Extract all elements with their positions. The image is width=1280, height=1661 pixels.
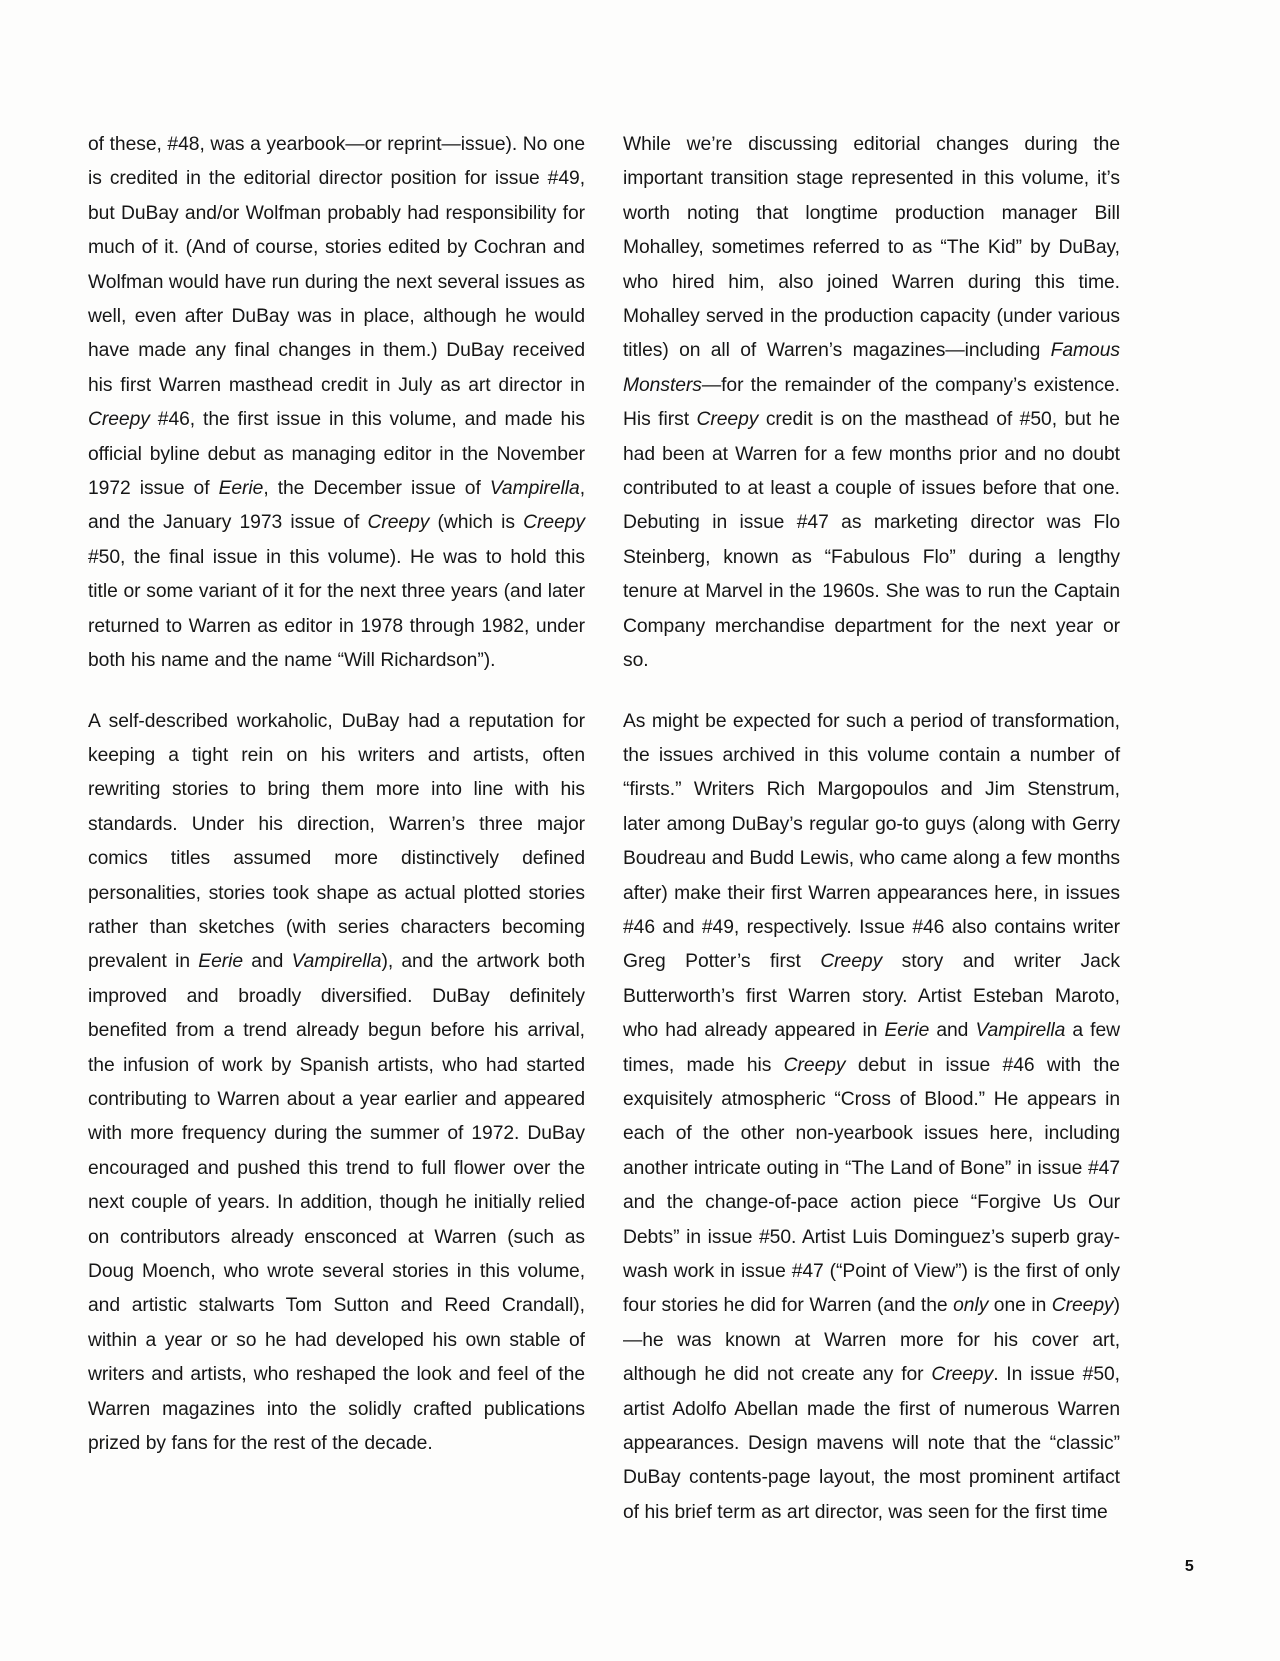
text-run: debut in issue #46 with the exquisitely atmospheric “Cross of Blood.” He appears in each of the other non-yearbook issues here, including another intricate outing in “The Land of Bone” in issue #47 and the change-of-pace action piece “Forgive Us Our Debts” in issue #50. Artist Luis Dominguez’s superb gray-wash work in issue #47 (“Point of View”) is the first of only four stories he did for Warren (and the xyxy=(623,1054,1120,1317)
text-run: )—he was known at Warren more for his cover art, although he did not create any for xyxy=(623,1295,1120,1386)
text-run: (which is xyxy=(429,512,524,534)
italic-title: Creepy xyxy=(367,512,430,534)
italic-title: Creepy xyxy=(931,1364,994,1386)
italic-title: Creepy xyxy=(783,1054,846,1076)
body-paragraph xyxy=(623,705,1120,1531)
italic-title: Eerie xyxy=(884,1020,930,1042)
text-run: As might be expected for such a period of transformation, the issues archived in this volume contain a number of “firsts.” Writers Rich Margopoulos and Jim Stenstrum, later among DuBay’s regular go-to guys (along with Gerry Boudreau and Budd Lewis, who came along a few months after) make their first Warren appearances here, in issues #46 and #49, respectively. Issue #46 also contains writer Greg Potter’s first xyxy=(623,710,1120,973)
left-column xyxy=(88,128,585,1461)
text-run: one in xyxy=(988,1295,1052,1317)
text-run: ), and the artwork both improved and broadly diversified. DuBay definitely benefited from a trend already begun before his arrival, the infusion of work by Spanish artists, who had started contributing to Warren about a year earlier and appeared with more frequency during the summer of 1972. DuBay encouraged and pushed this trend to full flower over the next couple of years. In addition, though he initially relied on contributors already ensconced at Warren (such as Doug Moench, who wrote several stories in this volume, and artistic stalwarts Tom Sutton and Reed Crandall), within a year or so he had developed his own stable of writers and artists, who reshaped the look and feel of the Warren magazines into the solidly crafted publications prized by fans for the rest of the decade. xyxy=(88,951,585,1455)
right-column xyxy=(623,128,1120,1530)
page-number: 5 xyxy=(1184,1558,1194,1575)
text-run: While we’re discussing editorial changes during the important transition stage represented in this volume, it’s worth noting that longtime production manager Bill Mohalley, sometimes referred to as “The Kid” by DuBay, who hired him, also joined Warren during this time. Mohalley served in the production capacity (under various titles) on all of Warren’s magazines—including xyxy=(623,134,1120,362)
text-run: , and the January 1973 issue of xyxy=(88,478,585,534)
body-paragraph xyxy=(623,128,1120,679)
body-paragraph xyxy=(88,705,585,1462)
text-run: and xyxy=(929,1020,976,1042)
text-run: and xyxy=(243,951,292,973)
italic-title: Vampirella xyxy=(291,951,382,973)
text-run: , the December issue of xyxy=(263,478,490,500)
italic-title: Vampirella xyxy=(489,478,580,500)
italic-title: Creepy xyxy=(523,512,586,534)
text-run: . In issue #50, artist Adolfo Abellan made the first of numerous Warren appearances. Design mavens will note that the “classic” DuBay contents-page layout, the most prominent artifact of his brief term as art director, was seen for the first time xyxy=(623,1364,1120,1523)
text-run: of these, #48, was a yearbook—or reprint—issue). No one is credited in the editorial director position for issue #49, but DuBay and/or Wolfman probably had responsibility for much of it. (And of course, stories edited by Cochran and Wolfman would have run during the next several issues as well, even after DuBay was in place, although he would have made any final changes in them.) DuBay received his first Warren masthead credit in July as art director in xyxy=(88,134,586,396)
text-run: a few times, made his xyxy=(623,1020,1120,1076)
italic-title: only xyxy=(953,1295,989,1317)
two-column-text-body xyxy=(88,128,1120,1523)
italic-title: Famous Monsters xyxy=(623,340,1120,396)
italic-title: Eerie xyxy=(198,951,244,973)
text-run: #46, the first issue in this volume, and made his official byline debut as managing editor in the November 1972 issue of xyxy=(88,409,585,500)
italic-title: Creepy xyxy=(696,409,759,431)
italic-title: Creepy xyxy=(1051,1295,1114,1317)
italic-title: Creepy xyxy=(820,951,883,973)
text-run: —for the remainder of the company’s existence. His first xyxy=(623,374,1120,431)
text-run: A self-described workaholic, DuBay had a reputation for keeping a tight rein on his writers and artists, often rewriting stories to bring them more into line with his standards. Under his direction, Warren’s three major comics titles assumed more distinctively defined personalities, stories took shape as actual plotted stories rather than sketches (with series characters becoming prevalent in xyxy=(88,710,585,973)
italic-title: Eerie xyxy=(218,478,264,500)
body-paragraph xyxy=(88,128,585,679)
italic-title: Vampirella xyxy=(975,1020,1066,1042)
text-run: #50, the final issue in this volume). He was to hold this title or some variant of it for the next three years (and later returned to Warren as editor in 1978 through 1982, under both his name and the name “Will Richardson”). xyxy=(88,546,585,672)
italic-title: Creepy xyxy=(88,409,150,431)
text-run: credit is on the masthead of #50, but he had been at Warren for a few months prior and no doubt contributed to at least a couple of issues before that one. Debuting in issue #47 as marketing director was Flo Steinberg, known as “Fabulous Flo” during a lengthy tenure at Marvel in the 1960s. She was to run the Captain Company merchandise department for the next year or so. xyxy=(623,409,1120,672)
text-run: story and writer Jack Butterworth’s first Warren story. Artist Esteban Maroto, who had already appeared in xyxy=(623,951,1120,1042)
